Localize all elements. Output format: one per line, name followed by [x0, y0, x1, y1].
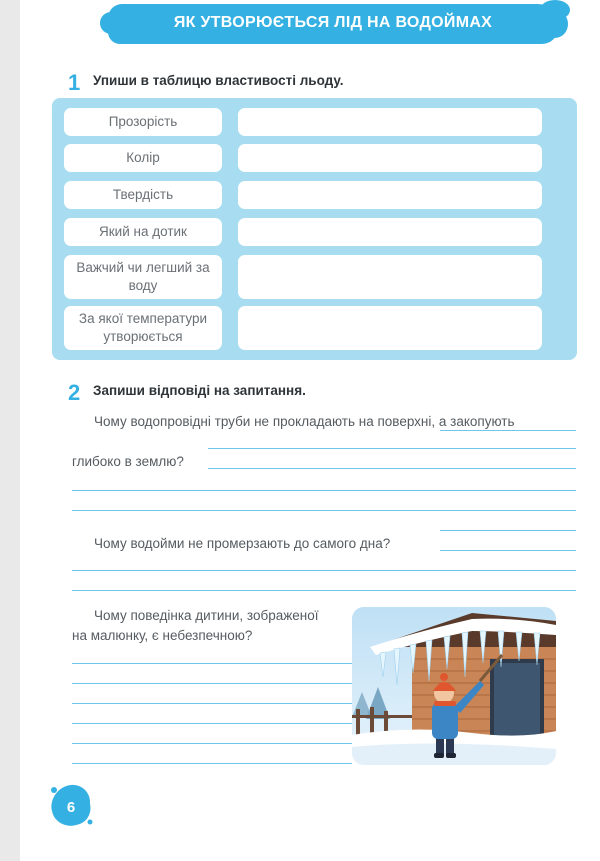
answer-line[interactable] [72, 743, 352, 744]
answer-field-hardness[interactable] [238, 181, 542, 209]
row-label-color: Колір [64, 144, 222, 172]
question-1-text-continued: глибоко в землю? [72, 454, 184, 469]
answer-line[interactable] [72, 683, 352, 684]
task-2-instruction: Запиши відповіді на запитання. [93, 383, 306, 398]
row-label-weight: Важчий чи легший за воду [64, 255, 222, 299]
task-2-number: 2 [68, 380, 81, 405]
answer-line[interactable] [72, 763, 352, 764]
question-3-text-continued: на малюнку, є небезпечною? [72, 628, 253, 643]
answer-line[interactable] [440, 550, 576, 551]
answer-line[interactable] [72, 490, 576, 491]
answer-line[interactable] [72, 703, 352, 704]
header-splash-decoration [540, 0, 570, 20]
question-3-text: Чому поведінка дитини, зображеної [94, 608, 319, 623]
answer-field-weight[interactable] [238, 255, 542, 299]
header-banner [108, 4, 558, 44]
page-number: 6 [66, 799, 76, 816]
answer-line[interactable] [72, 570, 576, 571]
answer-field-touch[interactable] [238, 218, 542, 246]
row-label-hardness: Твердість [64, 181, 222, 209]
child-breaking-icicles-illustration [352, 607, 556, 765]
answer-line[interactable] [440, 530, 576, 531]
answer-line[interactable] [208, 448, 576, 449]
answer-line[interactable] [72, 663, 352, 664]
task-1-number: 1 [68, 70, 81, 95]
answer-line[interactable] [72, 510, 576, 511]
row-label-touch: Який на дотик [64, 218, 222, 246]
row-label-transparency: Прозорість [64, 108, 222, 136]
answer-line[interactable] [72, 723, 352, 724]
page-title: ЯК УТВОРЮЄТЬСЯ ЛІД НА ВОДОЙМАХ [173, 14, 493, 31]
question-2-text: Чому водойми не промерзають до самого дна? [94, 536, 391, 551]
answer-field-transparency[interactable] [238, 108, 542, 136]
task-1-instruction: Упиши в таблицю властивості льоду. [93, 73, 344, 88]
answer-line[interactable] [440, 430, 576, 431]
answer-line[interactable] [208, 468, 576, 469]
answer-line[interactable] [72, 590, 576, 591]
answer-field-color[interactable] [238, 144, 542, 172]
properties-table [52, 98, 577, 360]
row-label-temperature: За якої температури утворюється [64, 306, 222, 350]
question-1-text: Чому водопровідні труби не прокладають на поверхні, а закопують [94, 414, 515, 429]
answer-field-temperature[interactable] [238, 306, 542, 350]
